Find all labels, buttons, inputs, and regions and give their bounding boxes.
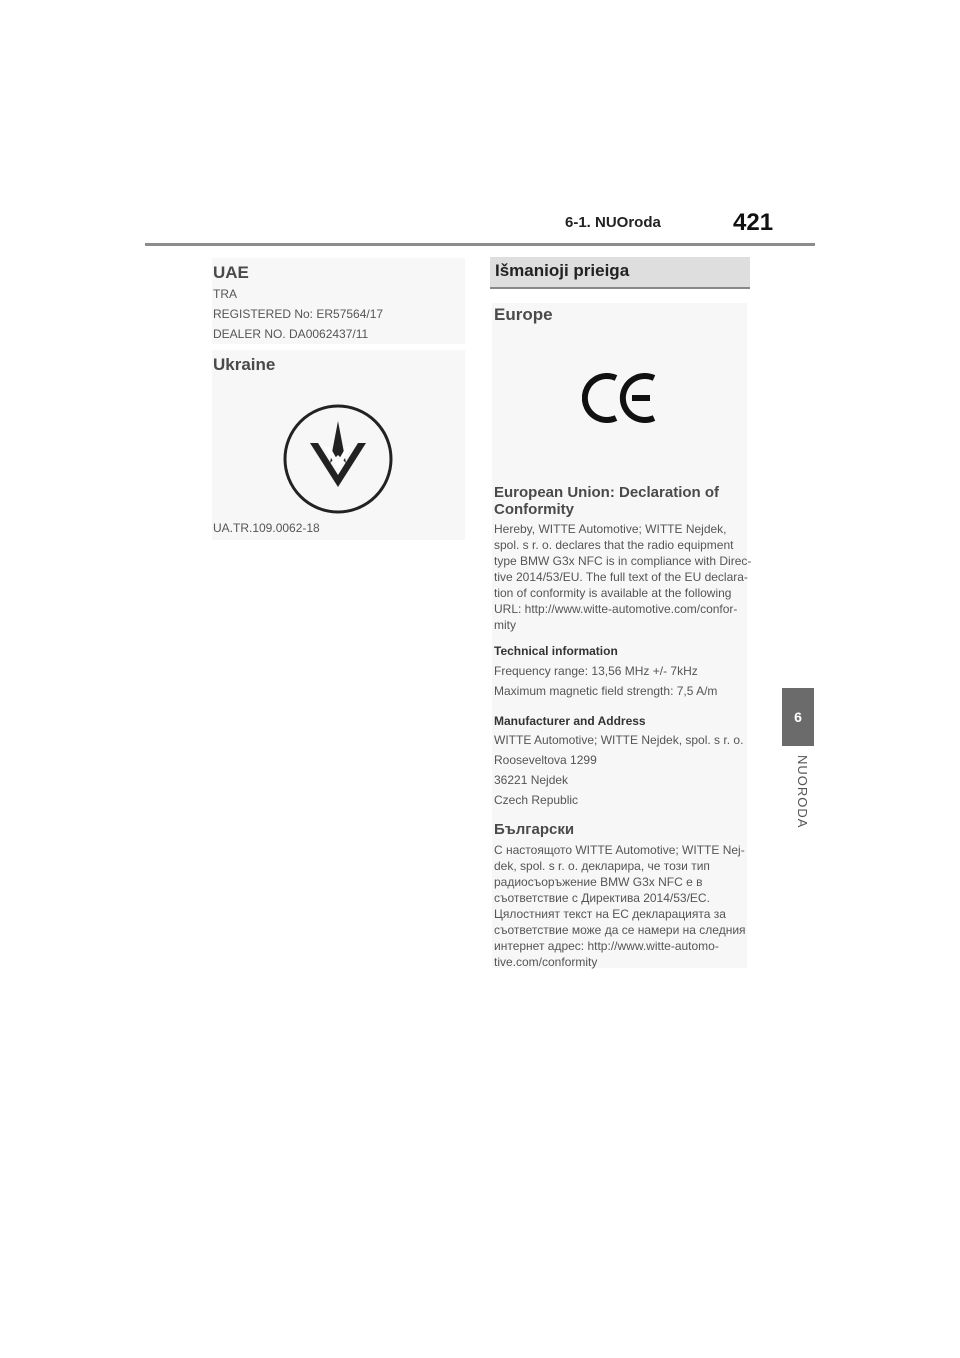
manufacturer-line: WITTE Automotive; WITTE Nejdek, spol. s r. o. [494, 733, 744, 747]
manufacturer-line: 36221 Nejdek [494, 773, 569, 787]
uae-line-1: TRA [213, 287, 237, 301]
bulgarian-line: С настоящото WITTE Automotive; WITTE Nej- [494, 843, 745, 857]
ce-mark-icon [582, 372, 658, 424]
uae-line-2: REGISTERED No: ER57564/17 [213, 307, 384, 321]
ukraine-code: UA.TR.109.0062-18 [213, 521, 320, 535]
declaration-line: URL: http://www.witte-automotive.com/confor- [494, 602, 738, 616]
bulgarian-line: съответствие може да се намери на следния [494, 923, 746, 937]
uae-title: UAE [213, 263, 249, 282]
technical-info-title: Technical information [494, 644, 618, 658]
bulgarian-line: tive.com/conformity [494, 955, 598, 969]
running-header-section: 6-1. NUOroda [565, 214, 661, 231]
bulgarian-line: съответствие с Директива 2014/53/ЕС. [494, 891, 710, 905]
header-divider [145, 243, 815, 246]
declaration-line: spol. s r. o. declares that the radio equipment [494, 538, 734, 552]
europe-title: Europe [494, 305, 553, 324]
technical-info-line: Frequency range: 13,56 MHz +/- 7kHz [494, 664, 698, 678]
bulgarian-line: Цялостният текст на ЕС декларацията за [494, 907, 726, 921]
manufacturer-line: Czech Republic [494, 793, 579, 807]
manufacturer-line: Rooseveltova 1299 [494, 753, 597, 767]
declaration-line: mity [494, 618, 516, 632]
page-number: 421 [733, 209, 774, 236]
declaration-line: tive 2014/53/EU. The full text of the EU declara- [494, 570, 748, 584]
bulgarian-title: Български [494, 821, 575, 838]
declaration-line: tion of conformity is available at the following [494, 586, 732, 600]
ukrainian-conformity-mark-icon [282, 403, 394, 515]
bulgarian-line: интернет адрес: http://www.witte-automo- [494, 939, 719, 953]
chapter-tab[interactable] [782, 688, 814, 746]
chapter-label: NUORODA [795, 755, 810, 829]
declaration-title-line-2: Conformity [494, 501, 574, 518]
ukraine-title: Ukraine [213, 355, 276, 374]
bulgarian-line: dek, spol. s r. o. декларира, че този тип [494, 859, 710, 873]
declaration-line: Hereby, WITTE Automotive; WITTE Nejdek, [494, 522, 727, 536]
manufacturer-title: Manufacturer and Address [494, 714, 646, 728]
section-heading-bar [490, 257, 750, 289]
declaration-title-line-1: European Union: Declaration of [494, 484, 720, 501]
bulgarian-line: радиосъоръжение BMW G3x NFC е в [494, 875, 703, 889]
section-title: Išmanioji prieiga [495, 261, 630, 280]
chapter-number: 6 [794, 709, 802, 725]
declaration-line: type BMW G3x NFC is in compliance with Direc- [494, 554, 752, 568]
technical-info-line: Maximum magnetic field strength: 7,5 A/m [494, 684, 718, 698]
uae-line-3: DEALER NO. DA0062437/11 [213, 327, 369, 341]
